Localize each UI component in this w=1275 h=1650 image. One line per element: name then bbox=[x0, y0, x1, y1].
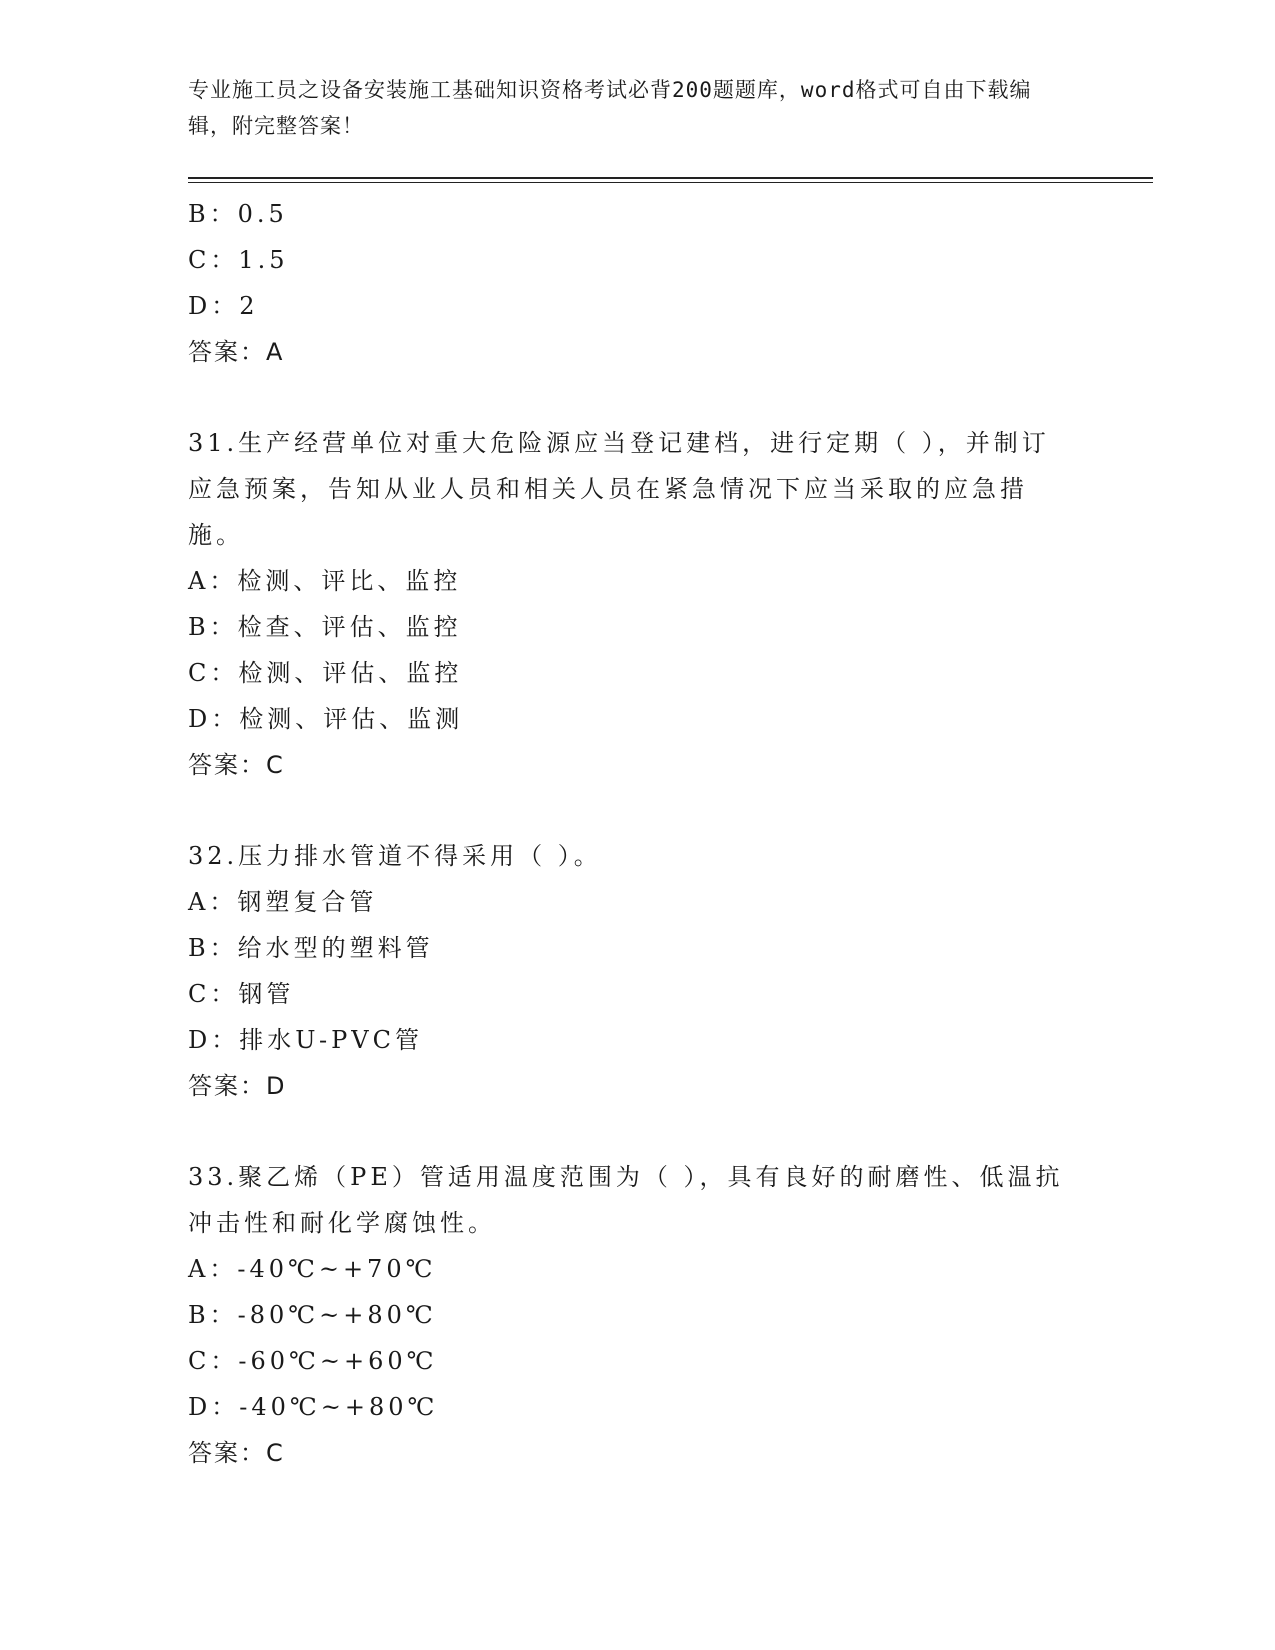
question-31 bbox=[188, 420, 1068, 788]
question-stem: 33.聚乙烯（PE）管适用温度范围为（ ），具有良好的耐磨性、低温抗冲击性和耐化学腐蚀性。 bbox=[188, 1163, 1064, 1237]
option-label: C： bbox=[188, 246, 239, 274]
option-b bbox=[188, 925, 1068, 971]
option-c bbox=[188, 971, 1068, 1017]
option-label: B： bbox=[188, 200, 238, 228]
option-text: 0.5 bbox=[237, 200, 288, 228]
option-label: C： bbox=[188, 659, 239, 687]
option-text: -40℃~+70℃ bbox=[237, 1255, 437, 1283]
answer-line: 答案：D bbox=[188, 1072, 287, 1100]
option-label: C： bbox=[188, 980, 239, 1008]
option-text: 2 bbox=[239, 292, 259, 320]
option-label: D： bbox=[188, 292, 240, 320]
option-label: D： bbox=[188, 1393, 240, 1421]
answer-line: 答案：A bbox=[188, 338, 285, 366]
option-text: -40℃~+80℃ bbox=[239, 1393, 439, 1421]
option-label: B： bbox=[188, 1301, 238, 1329]
option-text: 给水型的塑料管 bbox=[237, 934, 434, 962]
option-text: 检测、评比、监控 bbox=[237, 567, 462, 595]
question-30-continued bbox=[188, 191, 1068, 375]
option-c bbox=[188, 1338, 1068, 1384]
option-label: C： bbox=[188, 1347, 239, 1375]
option-d bbox=[188, 1384, 1068, 1430]
option-c bbox=[188, 650, 1068, 696]
option-label: B： bbox=[188, 613, 238, 641]
question-content bbox=[188, 191, 1068, 1476]
option-a bbox=[188, 558, 1068, 604]
option-a bbox=[188, 879, 1068, 925]
option-label: A： bbox=[188, 1255, 238, 1283]
option-text: 1.5 bbox=[238, 246, 289, 274]
option-label: A： bbox=[188, 888, 238, 916]
option-d bbox=[188, 283, 1068, 329]
option-text: 钢管 bbox=[238, 980, 295, 1008]
option-text: 检测、评估、监测 bbox=[239, 705, 464, 733]
option-d bbox=[188, 696, 1068, 742]
option-c bbox=[188, 237, 1068, 283]
question-32 bbox=[188, 833, 1068, 1109]
option-label: D： bbox=[188, 705, 240, 733]
option-label: D： bbox=[188, 1026, 240, 1054]
question-stem: 32.压力排水管道不得采用（ ）。 bbox=[188, 842, 602, 870]
header-divider-thick bbox=[188, 177, 1153, 179]
option-a bbox=[188, 1246, 1068, 1292]
option-text: -80℃~+80℃ bbox=[237, 1301, 437, 1329]
answer-line: 答案：C bbox=[188, 1439, 285, 1467]
option-text: -60℃~+60℃ bbox=[238, 1347, 438, 1375]
option-b bbox=[188, 1292, 1068, 1338]
option-label: A： bbox=[188, 567, 238, 595]
option-label: B： bbox=[188, 934, 238, 962]
option-b bbox=[188, 191, 1068, 237]
option-d bbox=[188, 1017, 1068, 1063]
option-text: 检查、评估、监控 bbox=[237, 613, 462, 641]
option-text: 检测、评估、监控 bbox=[238, 659, 463, 687]
document-header-title: 专业施工员之设备安装施工基础知识资格考试必背200题题库，word格式可自由下载编辑，附完整答案！ bbox=[188, 78, 1032, 138]
option-b bbox=[188, 604, 1068, 650]
header-divider-thin bbox=[188, 182, 1153, 183]
option-text: 钢塑复合管 bbox=[237, 888, 378, 916]
question-stem: 31.生产经营单位对重大危险源应当登记建档，进行定期（ ），并制订应急预案，告知从业人员和相关人员在紧急情况下应当采取的应急措施。 bbox=[188, 429, 1050, 549]
question-33 bbox=[188, 1154, 1068, 1476]
option-text: 排水U-PVC管 bbox=[239, 1026, 424, 1054]
answer-line: 答案：C bbox=[188, 751, 285, 779]
